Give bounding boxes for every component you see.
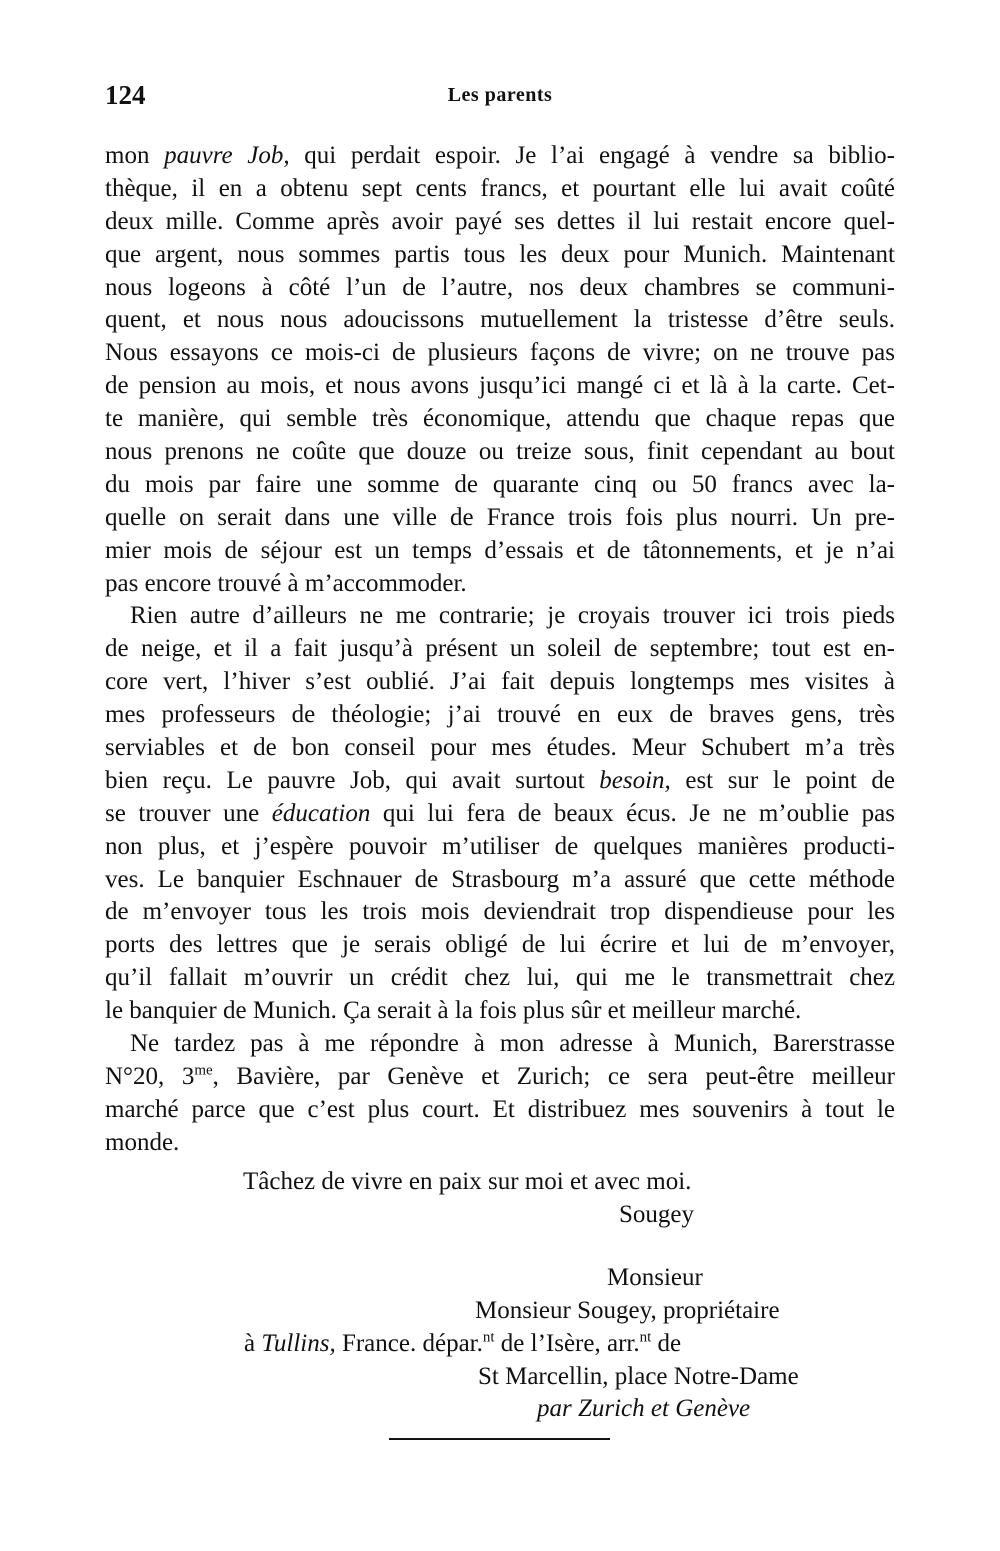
running-head: Les parents	[447, 84, 553, 106]
text-line: non plus, et j’espère pouvoir m’utiliser de quelques manières producti-	[105, 832, 895, 860]
text-line: deux mille. Comme après avoir payé ses dettes il lui restait encore quel-	[105, 207, 895, 235]
address-line-5: par Zurich et Genève	[537, 1395, 751, 1422]
address-line-4: St Marcellin, place Notre-Dame	[478, 1363, 799, 1390]
text-line: de pension au mois, et nous avons jusqu’ici mangé ci et là à la carte. Cet-	[105, 372, 895, 400]
text-line: marché parce que c’est plus court. Et distribuez mes souvenirs à tout le	[105, 1095, 895, 1123]
paragraph-2	[105, 600, 895, 1028]
text-line: qu’il fallait m’ouvrir un crédit chez lui, qui me le transmettrait chez	[105, 964, 895, 992]
text-segment: de	[651, 1330, 682, 1357]
end-rule	[389, 1438, 610, 1440]
text-line: pas encore trouvé à m’accommoder.	[105, 569, 467, 597]
superscript: nt	[639, 1329, 652, 1346]
text-segment: à	[244, 1330, 262, 1357]
text-line: mier mois de séjour est un temps d’essais et de tâtonnements, et je n’ai	[105, 536, 895, 564]
text-line: de m’envoyer tous les trois mois deviendrait trop dispendieuse pour les	[105, 898, 895, 926]
text-line	[105, 798, 895, 831]
text-segment: , Bavière, par Genève et Zurich; ce sera peut-être meilleur	[212, 1062, 895, 1090]
text-segment: qui lui fera de beaux écus. Je ne m’oublie pas	[370, 799, 895, 827]
text-line: quent, et nous nous adoucissons mutuellement la tristesse d’être seuls.	[105, 306, 895, 334]
text-line: serviables et de bon conseil pour mes études. Meur Schubert m’a très	[105, 734, 895, 762]
address-line-1: Monsieur	[607, 1264, 703, 1291]
superscript: nt	[482, 1329, 495, 1346]
italic-segment: pauvre Job,	[164, 142, 290, 169]
text-line: nous logeons à côté l’un de l’autre, nos deux chambres se communi-	[105, 273, 895, 301]
text-line: core vert, l’hiver s’est oublié. J’ai fait depuis longtemps mes visites à	[105, 668, 895, 696]
italic-segment: besoin,	[599, 766, 671, 794]
text-line: ves. Le banquier Eschnauer de Strasbourg m’a assuré que cette méthode	[105, 865, 895, 893]
text-line	[105, 765, 895, 798]
address-line-3	[244, 1328, 681, 1360]
text-line: Ne tardez pas à me répondre à mon adresse à Munich, Barerstrasse	[130, 1030, 895, 1058]
text-line: te manière, qui semble très économique, attendu que chaque repas que	[105, 405, 895, 433]
text-segment: mon	[105, 142, 165, 169]
text-line: quelle on serait dans une ville de France trois fois plus nourri. Un pre-	[105, 503, 895, 531]
italic-segment: Tullins,	[261, 1330, 336, 1357]
text-line: monde.	[105, 1128, 180, 1156]
text-segment: bien reçu. Le pauvre Job, qui avait surtout	[105, 766, 600, 794]
text-line: thèque, il en a obtenu sept cents francs, et pourtant elle lui avait coûté	[105, 174, 895, 202]
text-line: du mois par faire une somme de quarante cinq ou 50 francs avec la-	[105, 470, 895, 498]
text-line	[105, 140, 895, 173]
signature: Sougey	[619, 1201, 694, 1228]
text-line: le banquier de Munich. Ça serait à la fois plus sûr et meilleur marché.	[105, 997, 802, 1025]
text-segment: qui perdait espoir. Je l’ai engagé à vendre sa biblio-	[289, 142, 895, 169]
text-line: Rien autre d’ailleurs ne me contrarie; je croyais trouver ici trois pieds	[130, 602, 895, 630]
text-segment: est sur le point de	[670, 766, 896, 794]
text-line: de neige, et il a fait jusqu’à présent un soleil de septembre; tout est en-	[105, 635, 895, 663]
text-line: ports des lettres que je serais obligé de lui écrire et lui de m’envoyer,	[105, 931, 895, 959]
text-segment: de l’Isère, arr.	[494, 1330, 640, 1357]
address-line-2: Monsieur Sougey, propriétaire	[475, 1297, 780, 1324]
text-line: Nous essayons ce mois-ci de plusieurs façons de vivre; on ne trouve pas	[105, 339, 895, 367]
letter-body	[105, 140, 895, 1160]
superscript: me	[194, 1062, 213, 1079]
paragraph-1	[105, 140, 895, 600]
text-line	[105, 1061, 895, 1094]
closing-wish: Tâchez de vivre en paix sur moi et avec moi.	[243, 1168, 692, 1195]
text-segment: France. dépar.	[335, 1330, 483, 1357]
text-line: nous prenons ne coûte que douze ou treize sous, finit cependant au bout	[105, 438, 895, 466]
text-segment: N°20, 3	[105, 1062, 195, 1090]
page-header	[105, 80, 895, 120]
text-line: que argent, nous sommes partis tous les deux pour Munich. Maintenant	[105, 240, 895, 268]
text-segment: se trouver une	[105, 799, 272, 827]
page-number: 124	[105, 80, 146, 110]
italic-segment: éducation	[271, 799, 371, 827]
paragraph-3	[105, 1028, 895, 1160]
text-line: mes professeurs de théologie; j’ai trouvé en eux de braves gens, très	[105, 701, 895, 729]
